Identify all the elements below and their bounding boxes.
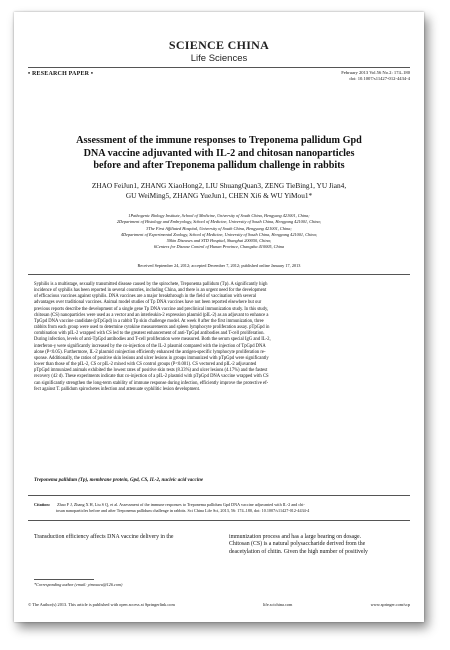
title-line: DNA vaccine adjuvanted with IL-2 and chitosan nanoparticles [83,147,355,159]
body-line: immunization process and has a large bearing on dosage. [229,534,362,540]
abstract-line: lower than those of the pIL-2, CS or pIL-2 mixed with CS control groups (P<0.001). CS vectored and pIL-2 adjuvanted [34,362,257,368]
title-line: Assessment of the immune responses to Treponema pallidum Gpd [76,135,362,146]
abstract-line: pTpGpd immunized animals exhibited the lowest rates of positive skin tests (8.33%) and ulcer lesions (4.17%) and the fastest [34,368,268,374]
body-column-left: Transduction efficiency affects DNA vaccine delivery in the [34,534,174,540]
affiliation: 6Centers for Disease Control of Hunan Province, Changsha 410005, China [153,244,285,250]
abstract-line: fect against T. pallidum spirochetes infection and attenuate syphilitic lesion development. [34,386,201,392]
title-line: before and after Treponema pallidum challenge in rabbits [93,160,345,171]
citation-top-rule [28,495,410,496]
body-line: Chitosan (CS) is a natural polysaccharide derived from the [229,541,366,548]
abstract-line: Syphilis is a multistage, sexually transmitted disease caused by the spirochete, Treponema pallidum (Tp). A significantly high [34,282,268,287]
abstract-line: previous reports describe the development of a single gene Tp DNA vaccine and preclinical immunization study. In this study, [34,306,269,312]
affiliations [44,213,394,251]
affiliation: 4Department of Experimental Zoology, School of Medicine, University of South China, Hengyang 421001, China; [120,231,318,237]
abstract-line: alone (P<0.05). Furthermore, IL-2 plasmid coinjection efficiently enhanced the antigen-specific lymphocyte proliferation re- [34,349,266,355]
body-column-right [229,534,404,556]
issue-info: February 2013 Vol.56 No.2: 174–180 [341,70,410,75]
affiliation: 3The First Affiliated Hospital, University of South China, Hengyang 421001, China; [146,225,292,231]
abstract-line: combination with pIL-2 wrapped with CS led to the greatest enhancement of anti-TpGpd antibodies and T-cell proliferation. [34,331,265,337]
abstract-top-rule [28,274,410,275]
affiliation: 5Skin Diseases and STD Hospital, Shanghai 200050, China; [166,238,272,244]
body-line: deacetylation of chitin. Given the high number of positively [229,548,368,555]
journal-section: Life Sciences [190,53,248,64]
corresponding-author: *Corresponding author (email: yimouwu@126.com) [34,582,123,587]
author-list [38,181,400,201]
abstract [34,282,404,393]
header-rule [28,67,410,68]
article-type: • RESEARCH PAPER • [28,71,94,77]
paper-page [14,12,424,622]
keywords: Treponema pallidum (Tp), membrane protein, Gpd, CS, IL-2, nucleic acid vaccine [34,478,204,483]
citation-label: Citation: [34,502,51,507]
footer-license: © The Author(s) 2013. This article is published with open access at Springerlink.com [28,602,175,607]
affiliation: 1Pathogenic Biology Institute, School of Medicine, University of South China, Hengyang 421001, China; [128,213,310,218]
abstract-line: During infection, levels of anti-TpGpd antibodies and T-cell proliferation were measured. Both the serum special IgG and IL-2, [34,337,271,343]
footer-publisher-link[interactable]: www.springer.com/scp [370,602,410,607]
doi: doi: 10.1007/s11427-012-4434-4 [349,76,410,81]
author-line: GU WeiMing5, ZHANG YueJun1, CHEN Xi6 & WU YiMou1* [125,191,313,200]
received-dates: Received September 24, 2012; accepted December 7, 2012; published online January 17, 2013 [137,263,301,268]
footnote-rule [34,579,94,580]
page-footer [28,602,410,610]
abstract-line: incidence of syphilis has been reported in several countries, including China, and there is an urgent need for the development [34,288,267,294]
abstract-line: of efficacious vaccines against syphilis. DNA vaccines are a major breakthrough in the field of vaccination with several [34,294,257,300]
abstract-line: TpGpd DNA vaccine candidate (pTpGpd) in a rabbit Tp skin challenge model. At week 8 after the first immunization, three [34,318,264,324]
footer-journal-link[interactable]: life.scichina.com [263,602,293,607]
abstract-line: advantages over traditional vaccines. Animal model studies of Tp DNA vaccines have not been reported elsewhere but our [34,300,262,306]
abstract-line: can significantly strengthen the long-term stability of immune response during infection, efficiently improve the protective ef- [34,380,269,386]
author-line: ZHAO FeiJun1, ZHANG XiaoHong2, LIU ShuangQuan3, ZENG TieBing1, YU Jian4, [91,181,347,190]
paper-title [34,135,404,173]
abstract-line: recovery (42 d). These experiments indicate that co-injection of a pIL-2 plasmid with pTpGpd DNA vaccine wrapped with CS [34,374,269,380]
abstract-line: sponse. Additionally, the ratios of positive skin lesions and ulcer lesions in groups immunized with pTpGpd were significantly [34,355,269,361]
journal-name: SCIENCE CHINA [168,38,270,52]
citation-bottom-rule [28,520,410,521]
abstract-line: chitosan (CS) nanoparticles were used as a vector and an interleukin-2 expression plasmid (pIL-2) as an adjuvant to enhance a [34,312,269,318]
issue-meta [341,70,410,82]
abstract-line: rabbits from each group were used to determine cytokine measurements and spleen lymphocyte proliferation assay. pTpGpd in [34,325,270,331]
citation-line: Zhao F J, Zhang X H, Liu S Q, et al. Assessment of the immune responses to Treponema pallidum Gpd DNA vaccine adjuvanted with IL-2 and chi- [57,502,305,507]
citation [34,502,404,514]
citation-line: tosan nanoparticles before and after Treponema pallidum challenge in rabbits. Sci China Life Sci, 2013, 56: 174–180, doi: 10.1007/s11427-012-4434-4 [56,508,310,513]
abstract-line: interferon-γ were significantly increased by the co-injection of the IL-2 plasmid compared with the injection of TpGpd DNA [34,343,266,349]
affiliation: 2Department of Histology and Embryology, School of Medicine, University of South China, Hengyang 421001, China; [116,219,322,225]
